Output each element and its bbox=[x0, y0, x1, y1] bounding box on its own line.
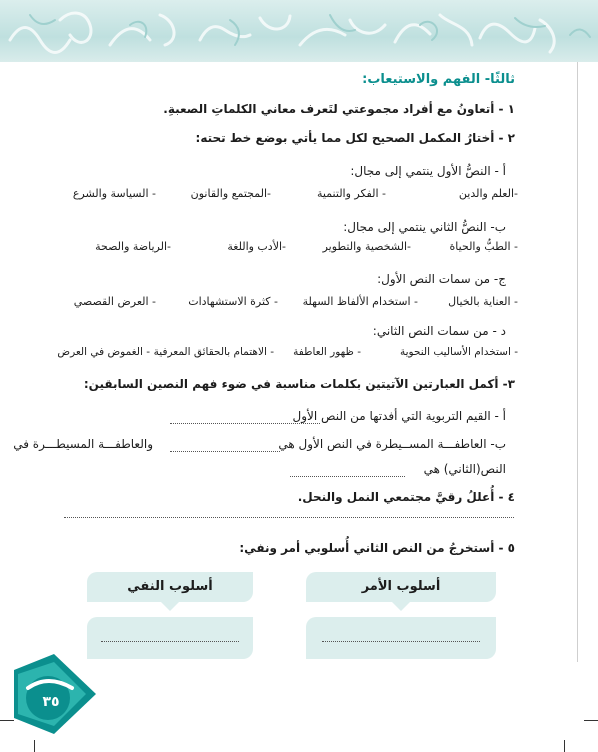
answer-box[interactable] bbox=[306, 617, 496, 659]
option[interactable]: -الشخصية والتطوير bbox=[322, 240, 411, 253]
question-5: ٥ - أستخرجُ من النص الثاني أُسلوبي أمر ونفي: bbox=[239, 541, 515, 555]
page-number: ٣٥ bbox=[42, 694, 60, 710]
down-arrow-icon bbox=[161, 602, 179, 611]
question-2a-options bbox=[56, 187, 526, 203]
answer-line[interactable] bbox=[322, 641, 480, 642]
answer-line[interactable] bbox=[101, 641, 239, 642]
down-arrow-icon bbox=[392, 602, 410, 611]
question-3a: أ - القيم التربوية التي أفدتها من النص الأول bbox=[292, 409, 506, 423]
question-4: ٤ - أُعللُ رقيَّ مجتمعي النمل والنحل. bbox=[297, 490, 515, 504]
answer-line[interactable] bbox=[170, 423, 320, 424]
question-3b-part3: النص(الثاني) هي bbox=[423, 462, 506, 476]
option[interactable]: - الفكر والتنمية bbox=[316, 187, 386, 200]
page-number-badge bbox=[14, 654, 96, 738]
option[interactable]: - الغموض في العرض bbox=[57, 346, 150, 358]
card-title: أسلوب الأمر bbox=[306, 572, 496, 602]
option[interactable]: - العرض القصصي bbox=[73, 295, 156, 308]
option[interactable]: -الأدب واللغة bbox=[227, 240, 286, 253]
question-2c-options bbox=[56, 295, 526, 311]
question-3: ٣- أكمل العبارتين الآتيتين بكلمات مناسبة في ضوء فهم النصين السابقين: bbox=[83, 377, 515, 391]
question-2d-options bbox=[56, 346, 526, 362]
option[interactable]: - السياسة والشرع bbox=[72, 187, 156, 200]
question-1: ١ - أتعاونُ مع أفراد مجموعتي لتَعرف معاني الكلماتِ الصعبةِ. bbox=[163, 102, 515, 116]
option[interactable]: -العلم والدين bbox=[458, 187, 518, 200]
margin-line bbox=[577, 62, 578, 662]
answer-line[interactable] bbox=[290, 476, 405, 477]
decorative-header-banner bbox=[0, 0, 598, 62]
question-2b-options bbox=[56, 240, 526, 256]
option[interactable]: - الطبُّ والحياة bbox=[449, 240, 518, 253]
option[interactable]: - كثرة الاستشهادات bbox=[188, 295, 278, 308]
question-2: ٢ - أختارُ المكمل الصحيح لكل مما يأتي بوضع خط تحته: bbox=[195, 131, 515, 145]
question-2b-stem: ب- النصُّ الثاني ينتمي إلى مجال: bbox=[343, 220, 506, 234]
option[interactable]: - العناية بالخيال bbox=[448, 295, 518, 308]
option[interactable]: -الرياضة والصحة bbox=[95, 240, 171, 253]
section-title: ثالثًا- الفهم والاستيعاب: bbox=[362, 72, 515, 87]
question-2c-stem: ج- من سمات النص الأول: bbox=[377, 272, 506, 286]
question-2d-stem: د - من سمات النص الثاني: bbox=[372, 324, 506, 338]
answer-card-negation bbox=[87, 572, 253, 662]
question-2a-stem: أ - النصُّ الأول ينتمي إلى مجال: bbox=[350, 164, 506, 178]
question-3b-part2: والعاطفـــة المسيطـــرة في bbox=[13, 437, 153, 451]
answer-line[interactable] bbox=[64, 517, 514, 518]
option[interactable]: - استخدام الأساليب النحوية bbox=[399, 346, 518, 358]
option[interactable]: - ظهور العاطفة bbox=[293, 346, 361, 358]
card-title: أسلوب النفي bbox=[87, 572, 253, 602]
option[interactable]: - الاهتمام بالحقائق المعرفية bbox=[153, 346, 274, 358]
answer-line[interactable] bbox=[170, 451, 280, 452]
option[interactable]: -المجتمع والقانون bbox=[190, 187, 271, 200]
answer-box[interactable] bbox=[87, 617, 253, 659]
answer-card-imperative bbox=[306, 572, 496, 662]
question-3b-part1: ب- العاطفـــة المســيطرة في النص الأول هي bbox=[278, 437, 506, 451]
option[interactable]: - استخدام الألفاظ السهلة bbox=[302, 295, 418, 308]
